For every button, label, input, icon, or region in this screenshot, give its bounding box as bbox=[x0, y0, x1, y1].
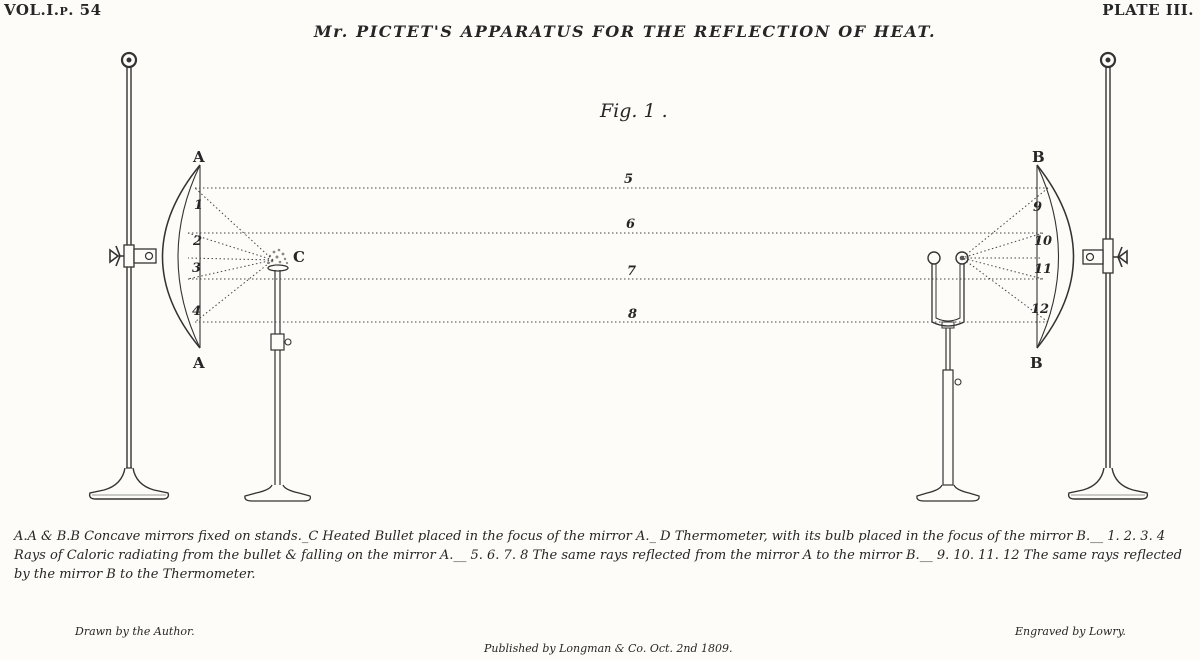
ray-label-7: 7 bbox=[627, 264, 637, 279]
drawn-by-credit: Drawn by the Author. bbox=[75, 625, 195, 638]
ray-label-6: 6 bbox=[626, 217, 636, 232]
ray-label-2: 2 bbox=[193, 234, 203, 249]
heated-bullet bbox=[267, 249, 288, 266]
left-stand bbox=[90, 53, 169, 499]
thermometer bbox=[917, 252, 979, 501]
ray-label-9: 9 bbox=[1033, 200, 1043, 215]
label-mirror-b-bottom: B bbox=[1030, 354, 1043, 372]
ray-label-11: 11 bbox=[1034, 262, 1053, 277]
ray-label-12: 12 bbox=[1031, 302, 1050, 317]
ray-label-5: 5 bbox=[624, 172, 634, 187]
rays bbox=[188, 188, 1048, 322]
label-mirror-a-bottom: A bbox=[193, 354, 205, 372]
ray-label-10: 10 bbox=[1034, 234, 1053, 249]
volume-page-label: VOL.I.p. 54 bbox=[4, 1, 102, 19]
plate-caption: A.A & B.B Concave mirrors fixed on stands._C Heated Bullet placed in the focus of the mirror A._ D Thermometer, with its bulb placed in the focus of the mirror B.__ 1. 2. 3. 4 Rays of Caloric radiating from the bullet & falling on the mirror A.__ 5. 6. 7. 8 The same rays reflected from the mirror A to the mirror B.__ 9. 10. 11. 12 The same rays reflected by the mirror B to the Thermometer. bbox=[14, 529, 1182, 582]
ray-label-3: 3 bbox=[192, 261, 202, 276]
mirror-a bbox=[163, 165, 204, 348]
mirror-b bbox=[1037, 165, 1074, 348]
label-bullet-c: C bbox=[293, 248, 305, 266]
ray-label-8: 8 bbox=[628, 307, 638, 322]
label-mirror-b-top: B bbox=[1032, 148, 1045, 166]
label-mirror-a-top: A bbox=[193, 148, 205, 166]
right-stand bbox=[1069, 53, 1148, 499]
plate-number: PLATE III. bbox=[1102, 1, 1194, 19]
figure-label: Fig. 1 . bbox=[600, 100, 668, 122]
engraved-by-credit: Engraved by Lowry. bbox=[1015, 625, 1126, 638]
publisher-line: Published by Longman & Co. Oct. 2nd 1809. bbox=[484, 642, 733, 655]
ray-label-4: 4 bbox=[192, 304, 202, 319]
bullet-stand bbox=[245, 265, 311, 501]
ray-label-1: 1 bbox=[194, 198, 204, 213]
plate-title: Mr. PICTET'S APPARATUS FOR THE REFLECTION OF HEAT. bbox=[313, 22, 937, 41]
